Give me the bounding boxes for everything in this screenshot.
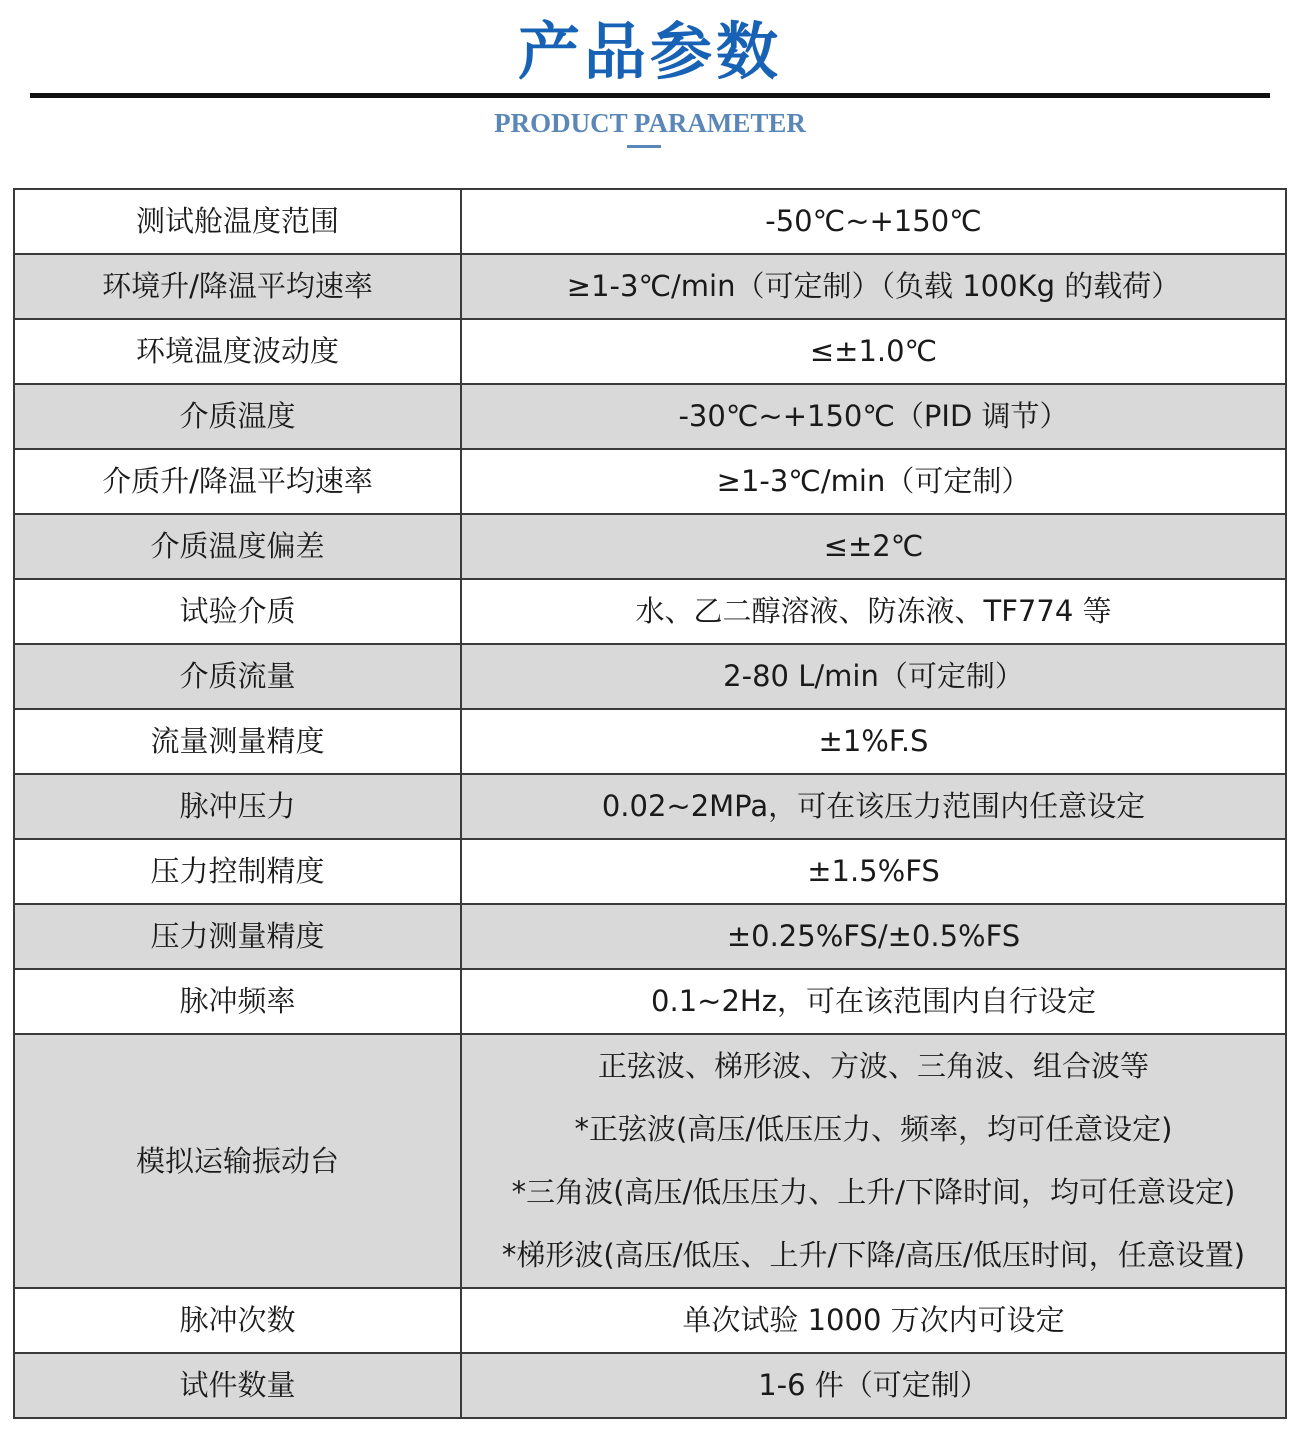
title-divider <box>30 93 1270 98</box>
page-subtitle: PRODUCT PARAMETER <box>494 108 806 138</box>
param-name: 压力控制精度 <box>14 839 461 904</box>
param-value: -30℃~+150℃（PID 调节） <box>461 384 1286 449</box>
table-row <box>14 969 1286 1034</box>
param-name: 试件数量 <box>14 1353 461 1418</box>
param-value: ±0.25%FS/±0.5%FS <box>461 904 1286 969</box>
table-row <box>14 189 1286 254</box>
param-value: ±1.5%FS <box>461 839 1286 904</box>
param-value: 0.1~2Hz，可在该范围内自行设定 <box>461 969 1286 1034</box>
param-value: ±1%F.S <box>461 709 1286 774</box>
table-row <box>14 384 1286 449</box>
subtitle-accent-bar <box>627 145 661 148</box>
param-value: ≤±1.0℃ <box>461 319 1286 384</box>
table-row <box>14 839 1286 904</box>
param-value-line: *三角波(高压/低压压力、上升/下降时间，均可任意设定) <box>511 1175 1236 1209</box>
page-title: 产品参数 <box>517 15 782 88</box>
param-value-multiline <box>461 1034 1286 1288</box>
param-value: 水、乙二醇溶液、防冻液、TF774 等 <box>461 579 1286 644</box>
table-row <box>14 254 1286 319</box>
table-row <box>14 319 1286 384</box>
param-value: ≥1-3℃/min（可定制） <box>461 449 1286 514</box>
param-name: 介质温度 <box>14 384 461 449</box>
param-value: ≤±2℃ <box>461 514 1286 579</box>
table-row <box>14 644 1286 709</box>
param-value: -50℃~+150℃ <box>461 189 1286 254</box>
param-name: 介质流量 <box>14 644 461 709</box>
param-value-line: *梯形波(高压/低压、上升/下降/高压/低压时间，任意设置) <box>501 1238 1246 1272</box>
param-name: 介质升/降温平均速率 <box>14 449 461 514</box>
param-value: 1-6 件（可定制） <box>461 1353 1286 1418</box>
table-row <box>14 1034 1286 1288</box>
table-row <box>14 449 1286 514</box>
param-name: 脉冲次数 <box>14 1288 461 1353</box>
table-row <box>14 774 1286 839</box>
table-row <box>14 1353 1286 1418</box>
param-name: 测试舱温度范围 <box>14 189 461 254</box>
param-value: ≥1-3℃/min（可定制）（负载 100Kg 的载荷） <box>461 254 1286 319</box>
param-value-line: 正弦波、梯形波、方波、三角波、组合波等 <box>597 1049 1149 1083</box>
param-name: 介质温度偏差 <box>14 514 461 579</box>
table-row <box>14 579 1286 644</box>
param-name: 环境升/降温平均速率 <box>14 254 461 319</box>
param-name: 脉冲压力 <box>14 774 461 839</box>
param-value-line: *正弦波(高压/低压压力、频率，均可任意设定) <box>574 1112 1173 1146</box>
parameter-table <box>13 188 1287 1419</box>
table-row <box>14 709 1286 774</box>
param-name: 试验介质 <box>14 579 461 644</box>
param-name: 模拟运输振动台 <box>14 1034 461 1288</box>
param-name: 脉冲频率 <box>14 969 461 1034</box>
param-name: 环境温度波动度 <box>14 319 461 384</box>
table-row <box>14 904 1286 969</box>
table-row <box>14 1288 1286 1353</box>
param-value: 单次试验 1000 万次内可设定 <box>461 1288 1286 1353</box>
param-value: 0.02~2MPa，可在该压力范围内任意设定 <box>461 774 1286 839</box>
param-name: 流量测量精度 <box>14 709 461 774</box>
param-value: 2-80 L/min（可定制） <box>461 644 1286 709</box>
table-row <box>14 514 1286 579</box>
param-name: 压力测量精度 <box>14 904 461 969</box>
